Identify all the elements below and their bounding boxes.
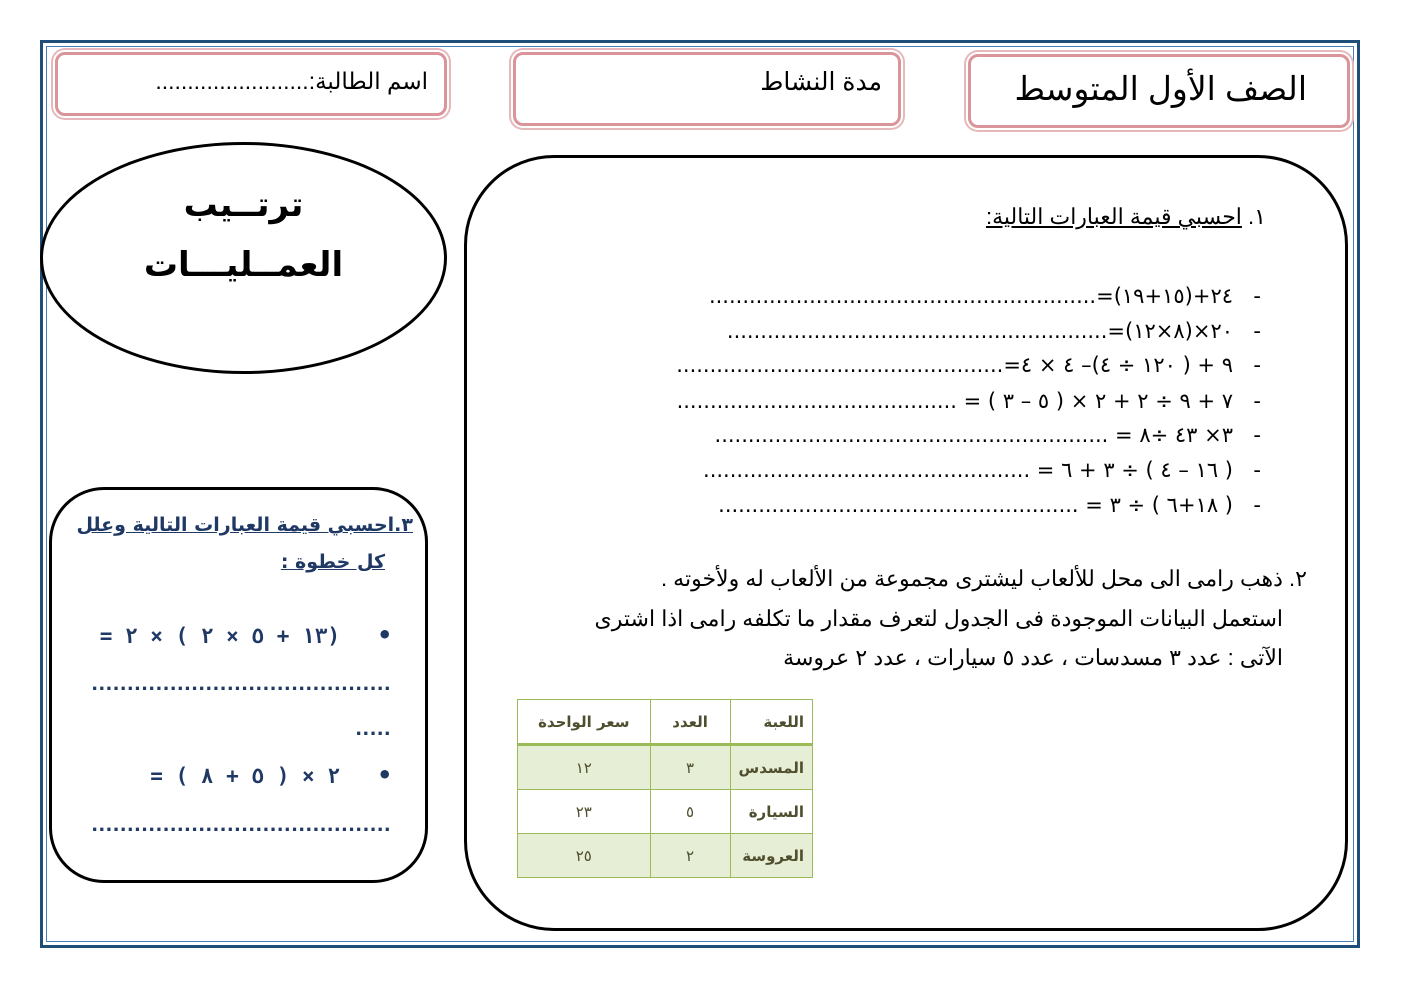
question3-answer-1: ..........................................	[91, 674, 391, 695]
expression-row	[677, 389, 1261, 413]
expression-row	[676, 353, 1261, 377]
table-cell-count: ٢	[650, 834, 730, 878]
table-header-row	[518, 700, 813, 745]
expression-text: ٩ + ( ١٢٠ ÷ ٤)– ٤ × ٤=.................................................	[676, 353, 1233, 377]
activity-duration-box	[513, 52, 901, 126]
expression-text: ( ١٨+٦ ) ÷ ٣ = ......................................................	[718, 493, 1233, 517]
title-line-1: ترتــيب	[183, 185, 304, 225]
question1-heading	[986, 204, 1266, 230]
question3-expression-1: (١٣ + ٥ × ٢ ) × ٢ =	[99, 624, 340, 648]
question3-answer-2: ..........................................	[91, 815, 391, 836]
table-cell-price: ٢٥	[518, 834, 651, 878]
expression-row	[727, 319, 1261, 343]
table-row	[518, 790, 813, 834]
expression-bullet: -	[1253, 423, 1261, 447]
question3-answer-1-continued: .....	[355, 719, 391, 740]
question3-bullet: •	[377, 761, 392, 789]
question2-line-1: ٢. ذهب رامى الى محل للألعاب ليشترى مجموعة من الألعاب له ولأخوته .	[660, 566, 1307, 591]
table-cell-toy: المسدس	[730, 745, 812, 790]
title-line-2: العمــليـــات	[143, 245, 344, 285]
toy-price-table	[517, 699, 813, 878]
grade-box	[968, 54, 1350, 128]
table-cell-price: ١٢	[518, 745, 651, 790]
expression-text: ( ١٦ – ٤ ) ÷ ٣ + ٦ = .................................................	[703, 458, 1233, 482]
table-header-price: سعر الواحدة	[518, 700, 651, 745]
expression-bullet: -	[1253, 284, 1261, 308]
expression-row	[718, 493, 1261, 517]
question2-line-3: الآتى : عدد ٣ مسدسات ، عدد ٥ سيارات ، عدد ٢ عروسة	[783, 645, 1283, 670]
expression-bullet: -	[1253, 493, 1261, 517]
expression-row	[703, 458, 1261, 482]
table-row	[518, 834, 813, 878]
table-cell-price: ٢٣	[518, 790, 651, 834]
title-oval	[40, 142, 447, 374]
table-header-count: العدد	[650, 700, 730, 745]
question3-bullet: •	[377, 621, 392, 649]
expression-text: ٧ + ٩ ÷ ٢ + ٢ × ( ٥ – ٣ ) = ..........................................	[676, 389, 1233, 413]
table-cell-count: ٥	[650, 790, 730, 834]
expression-bullet: -	[1253, 458, 1261, 482]
table-cell-toy: السيارة	[730, 790, 812, 834]
student-name-label: اسم الطالبة:........................	[155, 68, 428, 94]
question2-line-2: استعمل البيانات الموجودة فى الجدول لتعرف مقدار ما تكلفه رامى اذا اشترى	[594, 606, 1283, 631]
table-header-toy: اللعبة	[730, 700, 812, 745]
grade-label: الصف الأول المتوسط	[1014, 70, 1307, 107]
question1-number: ١.	[1248, 204, 1266, 229]
expression-row	[709, 284, 1261, 308]
table-cell-toy: العروسة	[730, 834, 812, 878]
question3-expression-2: ٢ × ( ٥ + ٨ ) =	[150, 764, 340, 788]
table-row	[518, 745, 813, 790]
expression-text: ٣× ٤٣ ÷٨ = ...........................................................	[714, 423, 1233, 447]
question1-heading-text: احسبي قيمة العبارات التالية:	[985, 204, 1242, 229]
question3-heading-line-1: ٣.احسبي قيمة العبارات التالية وعلل	[76, 514, 413, 536]
expression-row	[715, 423, 1261, 447]
table-cell-count: ٣	[650, 745, 730, 790]
expression-text: ٢٠×(٨×١٢)=.........................................................	[726, 319, 1233, 343]
expression-bullet: -	[1253, 319, 1261, 343]
expression-bullet: -	[1253, 389, 1261, 413]
expression-bullet: -	[1253, 353, 1261, 377]
question3-heading-line-2: كل خطوة :	[280, 551, 385, 573]
expression-text: ٢٤+(١٥+١٩)=..........................................................	[708, 284, 1233, 308]
activity-duration-label: مدة النشاط	[760, 68, 882, 96]
student-name-box	[55, 52, 447, 116]
